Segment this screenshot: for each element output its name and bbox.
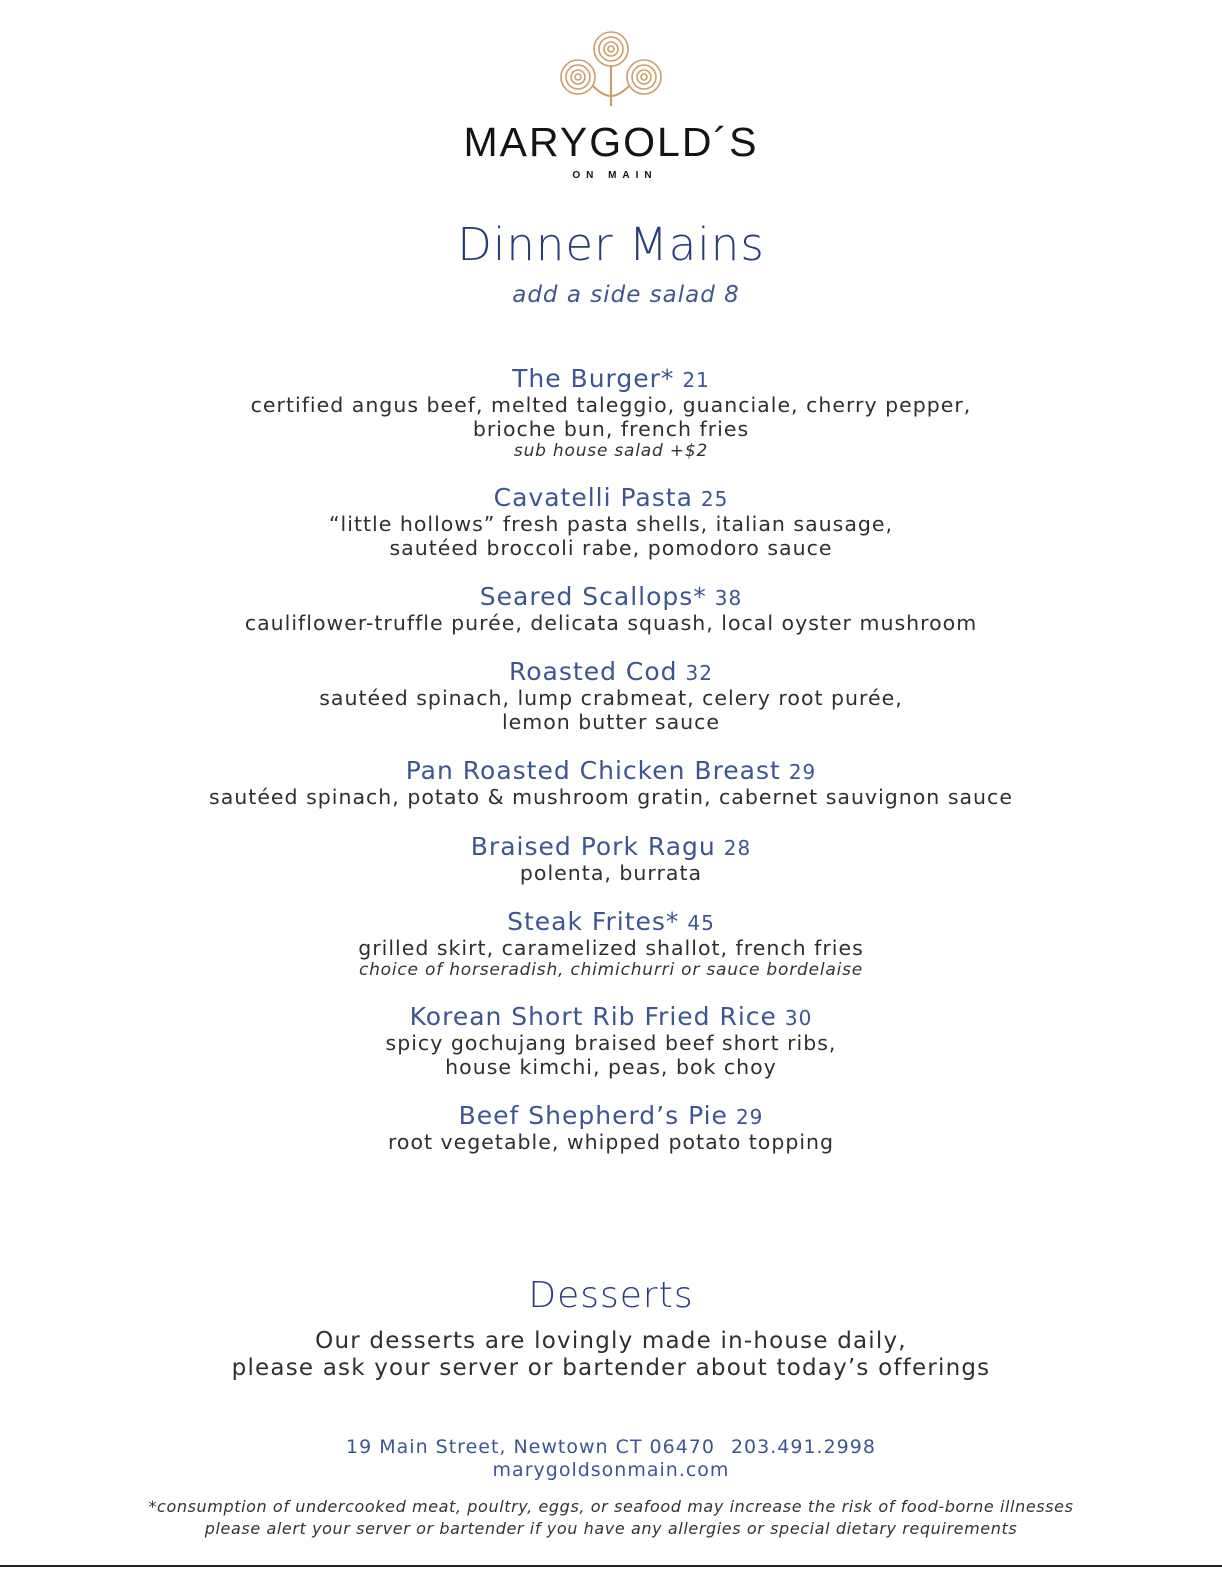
menu-item (0, 1004, 1222, 1079)
item-name-line (0, 485, 1222, 512)
item-description: “little hollows” fresh pasta shells, italian sausage, (328, 512, 894, 536)
item-description: grilled skirt, caramelized shallot, french fries (358, 936, 864, 960)
desserts-line: please ask your server or bartender about today’s offerings (231, 1355, 991, 1381)
item-price: 30 (784, 1006, 813, 1030)
item-name: Pan Roasted Chicken Breast (405, 756, 781, 785)
menu-item (0, 758, 1222, 809)
item-description: sautéed broccoli rabe, pomodoro sauce (389, 536, 833, 560)
item-description: certified angus beef, melted taleggio, guanciale, cherry pepper, (250, 393, 972, 417)
item-price: 32 (685, 661, 713, 685)
item-note: choice of horseradish, chimichurri or sauce bordelaise (358, 960, 864, 980)
item-name-line (0, 758, 1222, 785)
item-description: lemon butter sauce (501, 710, 721, 734)
page-title: Dinner Mains (457, 218, 765, 271)
item-price: 25 (700, 487, 729, 511)
desserts-description (0, 1328, 1222, 1382)
item-name: The Burger* (512, 364, 675, 393)
desserts-title: Desserts (528, 1275, 694, 1316)
disclaimer (0, 1496, 1222, 1540)
desserts-line: Our desserts are lovingly made in-house daily, (315, 1328, 907, 1354)
item-name-line (0, 1103, 1222, 1130)
item-name: Cavatelli Pasta (493, 483, 693, 512)
item-price: 28 (723, 836, 752, 860)
menu-item (0, 584, 1222, 635)
item-description: root vegetable, whipped potato topping (387, 1130, 835, 1154)
item-description: house kimchi, peas, bok choy (445, 1055, 777, 1079)
menu-item (0, 659, 1222, 734)
menu-item (0, 1103, 1222, 1154)
item-name-line (0, 909, 1222, 936)
item-name-line (0, 834, 1222, 861)
item-description: sautéed spinach, lump crabmeat, celery root purée, (319, 686, 903, 710)
contact-info (0, 1436, 1222, 1482)
item-price: 21 (682, 368, 710, 392)
menu-item (0, 485, 1222, 560)
item-name: Seared Scallops* (479, 582, 707, 611)
disclaimer-line: *consumption of undercooked meat, poultry, eggs, or seafood may increase the risk of food-borne illnesses (148, 1497, 1074, 1516)
item-name: Beef Shepherd’s Pie (458, 1101, 728, 1130)
item-price: 38 (714, 586, 743, 610)
brand-name: MARYGOLD´S (463, 119, 759, 165)
item-name-line (0, 366, 1222, 393)
menu-item (0, 834, 1222, 885)
brand-tagline: ON MAIN (572, 170, 658, 181)
item-price: 29 (788, 760, 817, 784)
item-name-line (0, 1004, 1222, 1031)
item-description: sautéed spinach, potato & mushroom gratin, cabernet sauvignon sauce (209, 785, 1013, 809)
item-description: brioche bun, french fries (472, 417, 750, 441)
item-name: Roasted Cod (509, 657, 678, 686)
menu-item (0, 909, 1222, 980)
item-name: Steak Frites* (507, 907, 680, 936)
item-price: 29 (735, 1105, 764, 1129)
disclaimer-line: please alert your server or bartender if you have any allergies or special dietary requirements (204, 1519, 1018, 1538)
website: marygoldsonmain.com (492, 1459, 730, 1481)
phone-number: 203.491.2998 (730, 1436, 876, 1458)
item-name-line (0, 659, 1222, 686)
item-name: Braised Pork Ragu (470, 832, 716, 861)
item-name: Korean Short Rib Fried Rice (409, 1002, 777, 1031)
address: 19 Main Street, Newtown CT 06470 (346, 1436, 715, 1458)
bottom-divider (0, 1565, 1222, 1567)
item-description: spicy gochujang braised beef short ribs, (385, 1031, 837, 1055)
menu-item (0, 366, 1222, 461)
item-description: polenta, burrata (519, 861, 703, 885)
item-description: cauliflower-truffle purée, delicata squash, local oyster mushroom (244, 611, 978, 635)
side-salad-note: add a side salad 8 (512, 282, 740, 308)
address-line (0, 1436, 1222, 1459)
marigold-flower-icon (551, 22, 671, 112)
item-name-line (0, 584, 1222, 611)
item-price: 45 (687, 911, 715, 935)
item-note: sub house salad +$2 (513, 441, 709, 461)
